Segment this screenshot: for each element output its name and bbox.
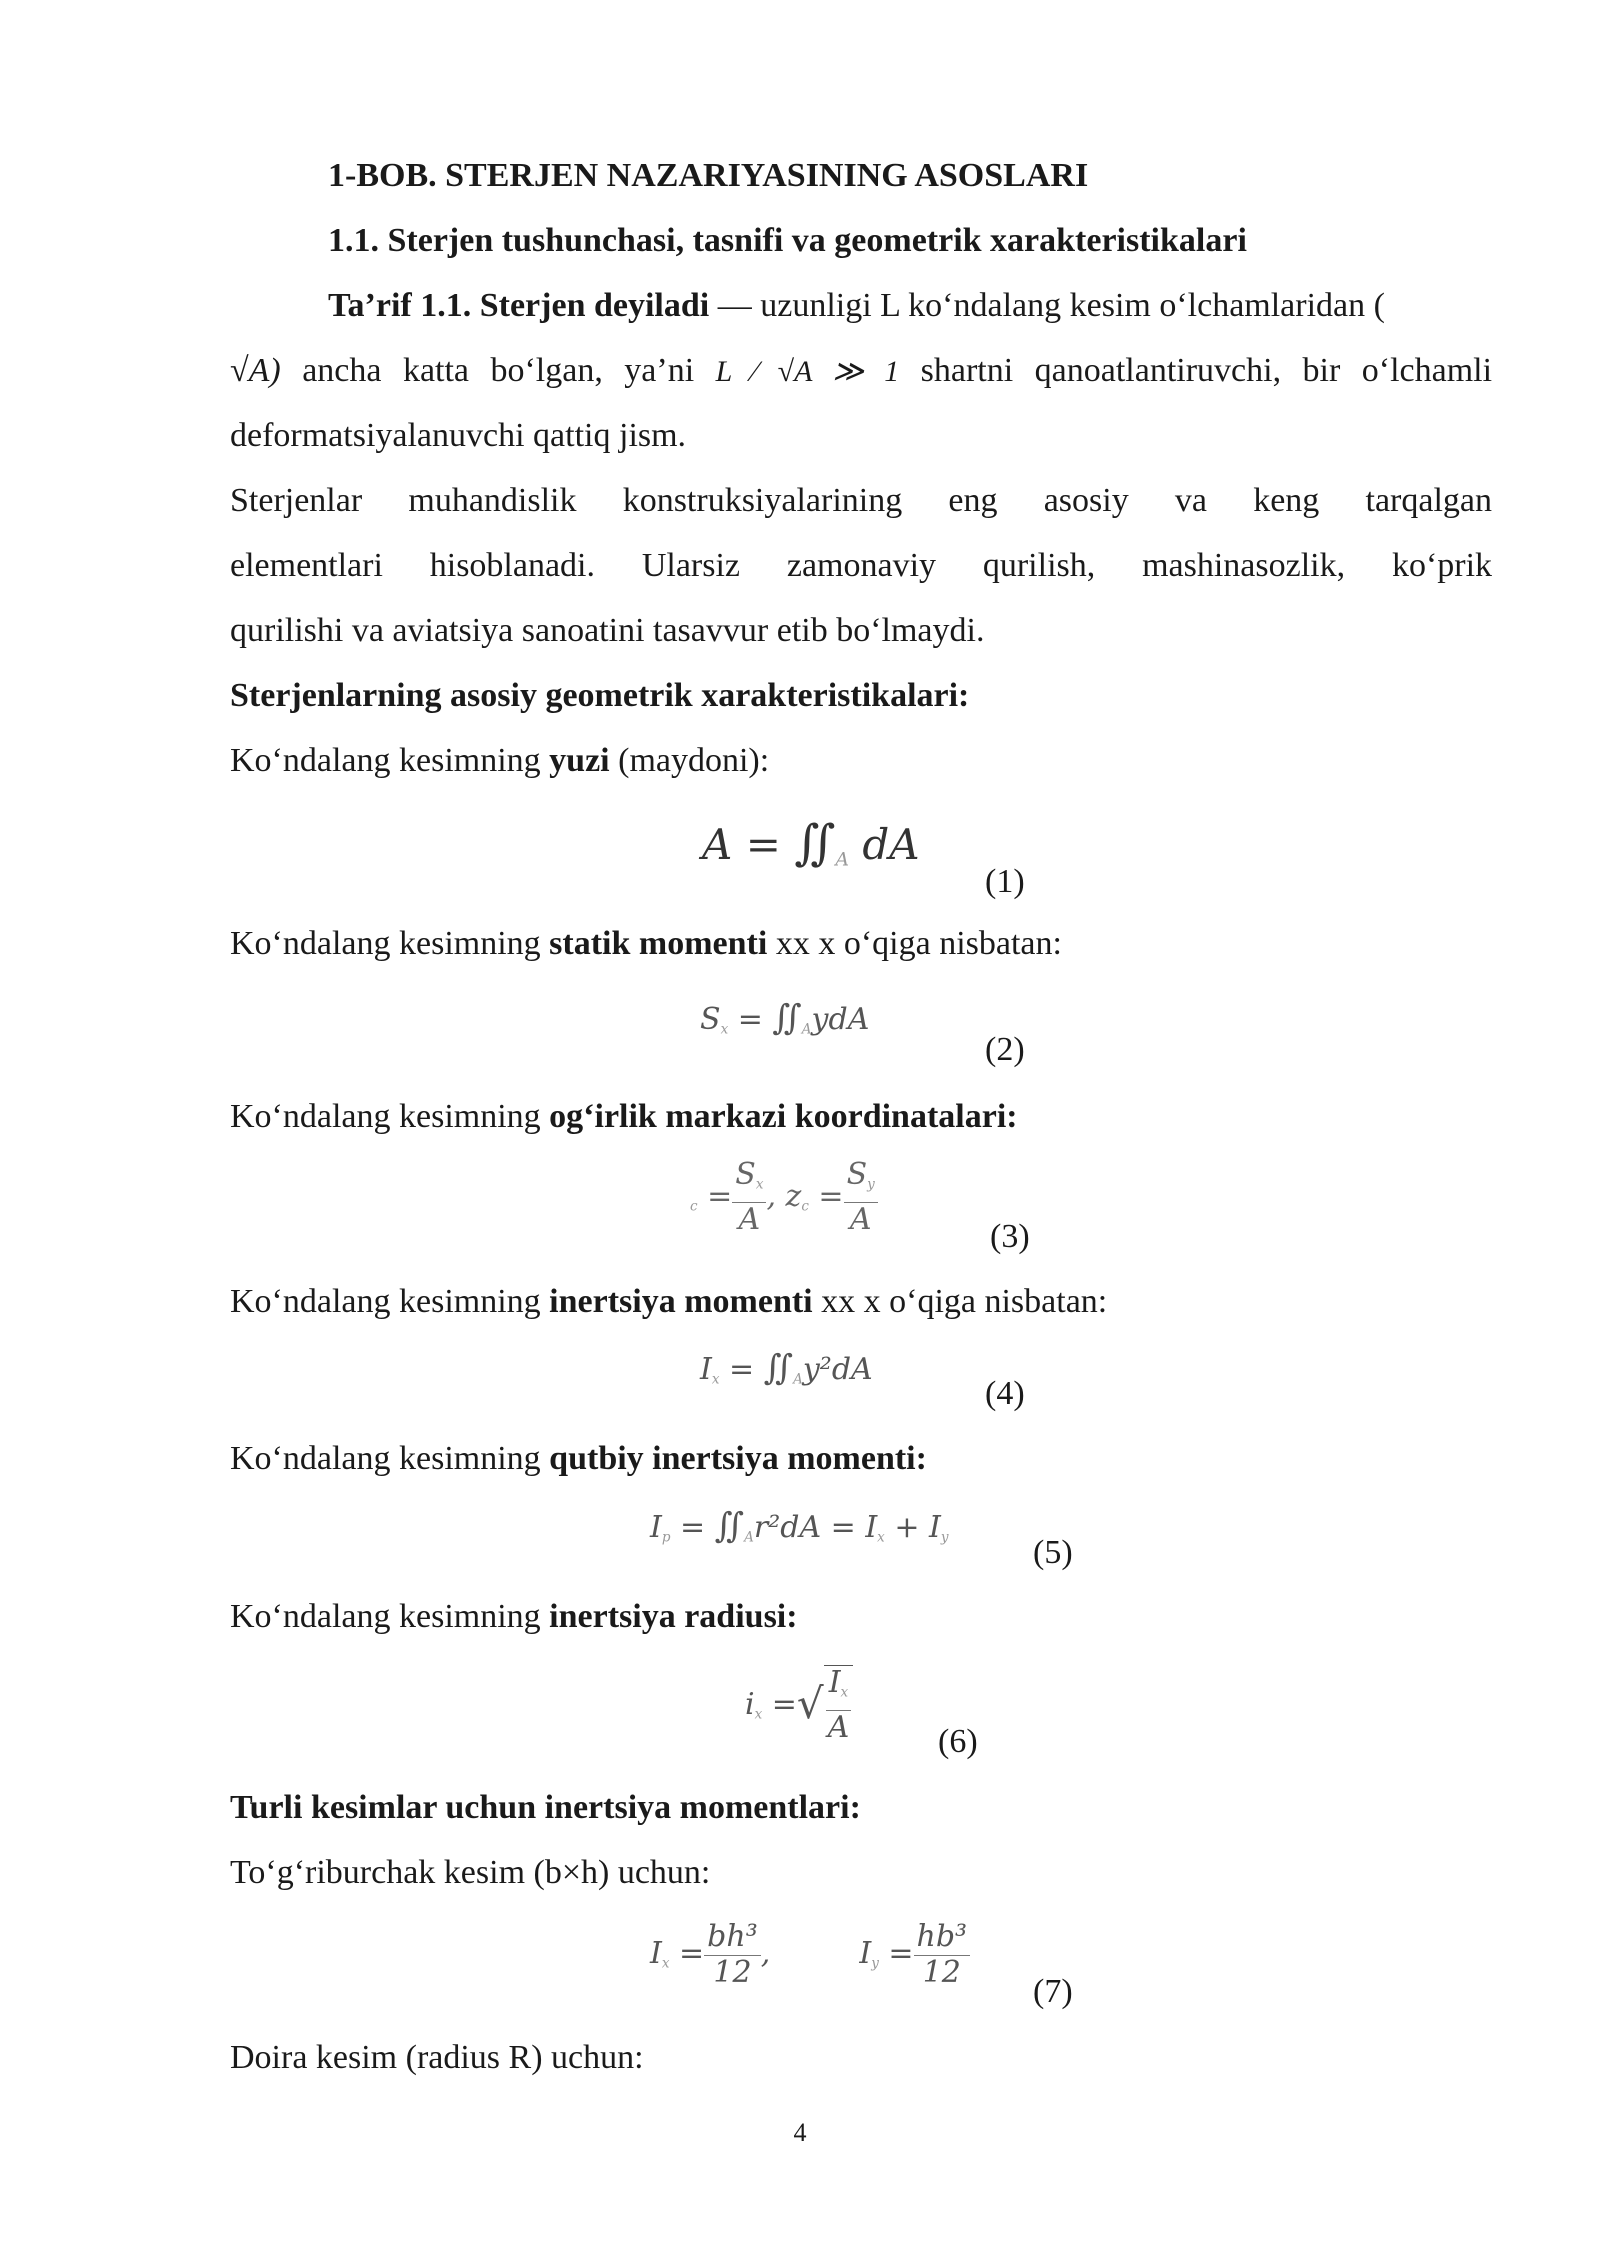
eq-number-4: (4) (985, 1375, 1025, 1412)
eq-number-5: (5) (1033, 1534, 1073, 1571)
rectangle-section-label: To‘g‘riburchak kesim (b×h) uchun: (230, 1854, 711, 1891)
circle-section-label: Doira kesim (radius R) uchun: (230, 2039, 644, 2076)
intro-line-1: Sterjenlar muhandislik konstruksiyalarining eng asosiy va keng tarqalgan (230, 482, 1493, 519)
eq-number-6: (6) (938, 1723, 978, 1760)
page-number: 4 (793, 2118, 807, 2147)
formula-polar-inertia: $I_p$ = $∬_Ar^2dA = I_x + I_y$ (650, 1506, 949, 1546)
definition-line-1 (328, 284, 1385, 328)
intro-line-2: elementlari hisoblanadi. Ularsiz zamonaviy qurilish, mashinasozlik, ko‘prik (230, 547, 1493, 584)
chapter-heading: 1-BOB. STERJEN NAZARIYASINING ASOSLARI (328, 157, 1089, 194)
formula-inertia: $I_x$ = $∬_Ay^2dA$ (700, 1348, 873, 1388)
inertia-label: Ko‘ndalang kesimning inertsiya momenti xx x o‘qiga nisbatan: (230, 1283, 1108, 1320)
definition-label: Ta’rif 1.1. Sterjen deyiladi (328, 287, 710, 324)
polar-inertia-label: Ko‘ndalang kesimning qutbiy inertsiya momenti: (230, 1440, 927, 1477)
formula-static-moment: $S_x$ = $∬_AydA$ (700, 998, 870, 1038)
definition-line-2: √A) ancha katta bo‘lgan, ya’ni L ⁄ √A ≫ 1 shartni qanoatlantiruvchi, bir o‘lchamli (230, 352, 1493, 389)
formula-rectangle-inertia: $I_x$ = $\frac{\text{bh³}}{12}$ , $I_y$ = $\frac{\text{hb³}}{12}$ (650, 1920, 970, 1990)
static-moment-label: Ko‘ndalang kesimning statik momenti xx x o‘qiga nisbatan: (230, 925, 1062, 962)
formula-area: $A = ∬_A$ dA (702, 815, 920, 871)
eq-number-3: (3) (990, 1218, 1030, 1255)
intro-line-3: qurilishi va aviatsiya sanoatini tasavvur etib bo‘lmaydi. (230, 612, 985, 649)
section-heading: 1.1. Sterjen tushunchasi, tasnifi va geometrik xarakteristikalari (328, 222, 1247, 259)
slenderness-condition: L ⁄ √A ≫ 1 (715, 355, 900, 388)
radius-of-gyration-label: Ko‘ndalang kesimning inertsiya radiusi: (230, 1598, 798, 1635)
geom-heading: Sterjenlarning asosiy geometrik xarakteristikalari: (230, 677, 970, 714)
eq-number-2: (2) (985, 1031, 1025, 1068)
formula-radius-of-gyration: $i_x$ =√ $\frac{I_x}{A}$ (745, 1665, 853, 1746)
eq-number-7: (7) (1033, 1973, 1073, 2010)
area-label: Ko‘ndalang kesimning yuzi (maydoni): (230, 742, 770, 779)
sections-heading: Turli kesimlar uchun inertsiya momentlari: (230, 1789, 861, 1826)
formula-centroid: $_c$ = $\frac{S_x}{A}$ , $z_c$ = $\frac{S_y}{A}$ (690, 1158, 878, 1238)
centroid-label: Ko‘ndalang kesimning og‘irlik markazi koordinatalari: (230, 1098, 1018, 1135)
eq-number-1: (1) (985, 863, 1025, 900)
definition-text: — uzunligi L ko‘ndalang kesim o‘lchamlaridan ( (709, 287, 1385, 324)
definition-line-3: deformatsiyalanuvchi qattiq jism. (230, 417, 687, 454)
